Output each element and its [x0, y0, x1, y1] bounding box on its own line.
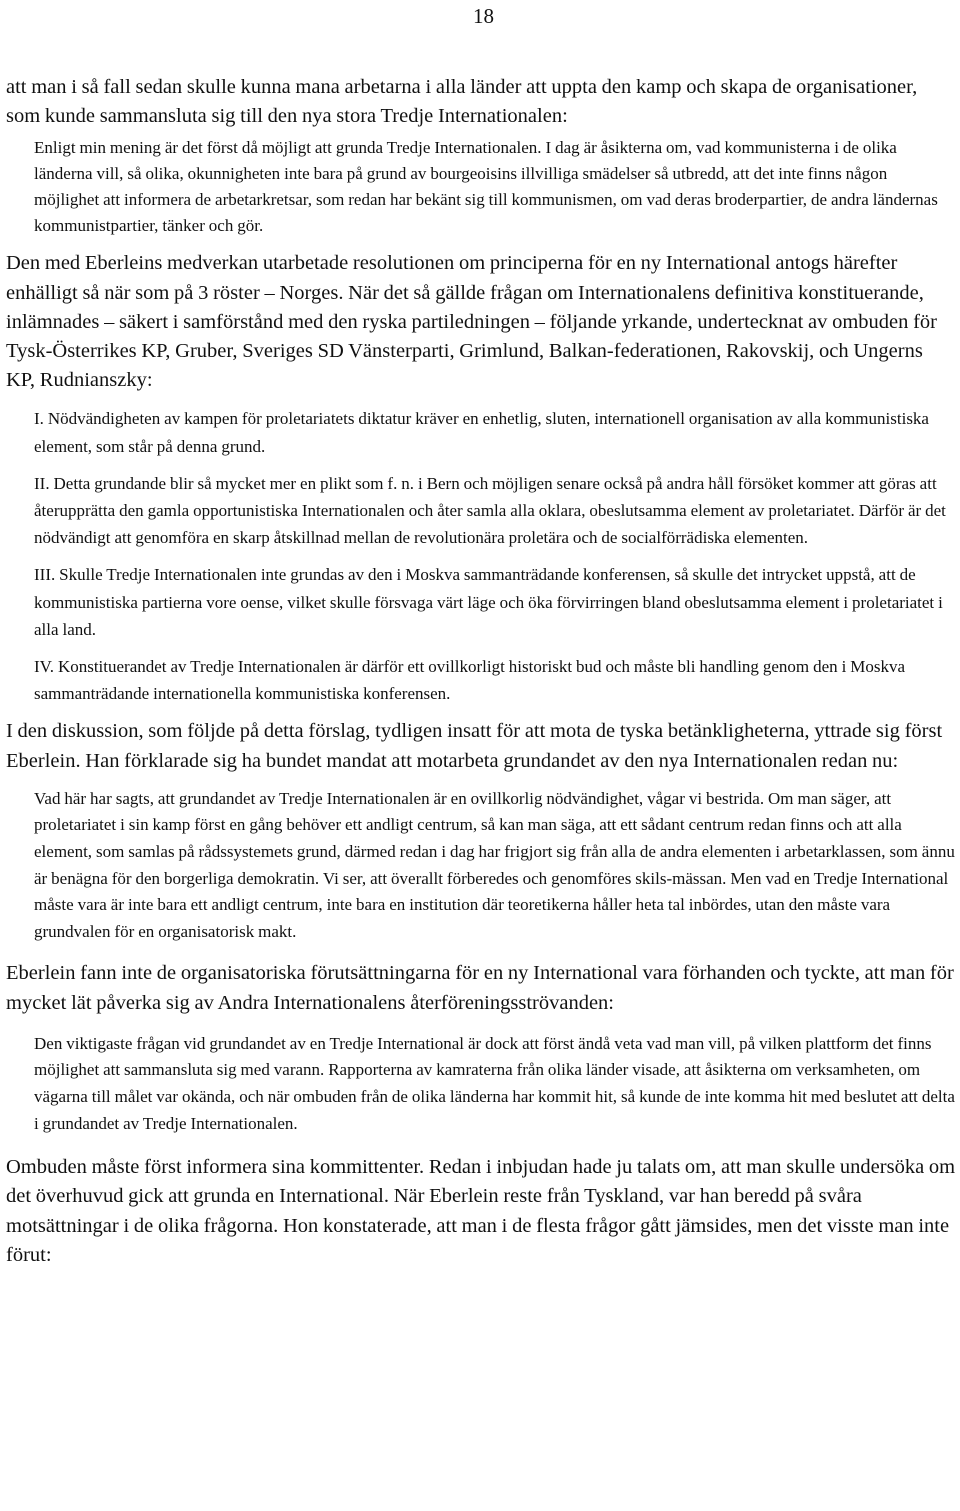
- quote-paragraph-eberlein-speech-2: Den viktigaste frågan vid grundandet av en Tredje International är dock att först ändå veta vad man vill, på vilken plattform det finns möjlighet att sammansluta sig med varann. Rapporterna av kamraterna från olika länder visade, att åsikterna om verksamheten, om vägarna till målet var okända, och när ombuden från de olika länderna har kommit hit, så kunde de inte komma hit med beslutet att delta i grundandet av Tredje Internationalen.: [34, 1033, 955, 1133]
- body-paragraph-delegates: Ombuden måste först informera sina kommittenter. Redan i inbjudan hade ju talats om, att man skulle undersöka om det överhuvud gick att grunda en International. När Eberlein reste från Tyskland, var han beredd på svåra motsättningar i de olika frågorna. Hon konstaterade, att man i de flesta frågor gått jämsides, men det visste man inte förut:: [6, 1156, 956, 1266]
- quote-paragraph-point-4: IV. Konstituerandet av Tredje Internationalen är därför ett ovillkorligt historiskt bud och måste bli handling genom den i Moskva sammanträdande internationella kommunistiska konferensen.: [34, 657, 906, 704]
- body-paragraph-discussion: I den diskussion, som följde på detta förslag, tydligen insatt för att mota de tyska betänkligheterna, yttrade sig först Eberlein. Han förklarade sig ha bundet mandat att motarbeta grundandet av den nya Internationalen redan nu:: [6, 720, 943, 772]
- body-paragraph-resolution: Den med Eberleins medverkan utarbetade resolutionen om principerna för en ny International antogs härefter enhälligt så när som på 3 röster – Norges. När det så gällde frågan om Internationalens definitiva konstituerande, inlämnades – säkert i samförstånd med den ryska partiledningen – följande yrkande, undertecknat av ombuden för Tysk-Österrikes KP, Gruber, Sveriges SD Vänsterparti, Grimlund, Balkan-federationen, Rakovskij, och Ungerns KP, Rudnianszky:: [6, 252, 938, 392]
- page-number: 18: [473, 4, 494, 28]
- quote-paragraph-eberlein-speech-1: Vad här har sagts, att grundandet av Tredje Internationalen är en ovillkorlig nödvändighet, vågar vi bestrida. Om man säger, att proletariatet i sin kamp först en gång behöver ett andligt centrum, så kan man säga, att ett sådant centrum redan finns och att alla element, som samlas på rådssystemets grund, därmed redan i dag har frigjort sig från alla de andra elementen i arbetarklassen, som ännu är benägna för den borgerliga demokratin. Vi ser, att överallt förberedes och genomföres skils-mässan. Men vad en Tredje International måste vara är inte bara ett andligt centrum, inte bara en institution där teoretikerna håller heta tal inbördes, utan den måste vara grundvalen för en organisatorisk makt.: [34, 788, 955, 941]
- quote-paragraph-point-2: II. Detta grundande blir så mycket mer en plikt som f. n. i Bern och möjligen senare också på andra håll försöket kommer att göras att återupprätta den gamla opportunistiska Internationalen och åter samla alla oklara, obeslutsamma element av proletariatet. Därför är det nödvändigt att genomföra en skarp åtskillnad mellan de revolutionära proletära och de socialförrädiska elementen.: [34, 473, 946, 548]
- body-paragraph-intro: att man i så fall sedan skulle kunna mana arbetarna i alla länder att uppta den kamp och skapa de organisationer, som kunde sammansluta sig till den nya stora Tredje Internationalen:: [6, 76, 918, 128]
- body-paragraph-eberlein-conditions: Eberlein fann inte de organisatoriska förutsättningarna för en ny International vara förhanden och tyckte, att man för mycket lät påverka sig av Andra Internationalens återföreningsströvanden:: [6, 962, 954, 1014]
- quote-paragraph-eberlein-opinion: Enligt min mening är det först då möjligt att grunda Tredje Internationalen. I dag är åsikterna om, vad kommunisterna i de olika länderna vill, så olika, okunnigheten inte bara på grund av bourgeoisins illvilliga smädelser så utbredd, att det inte finns någon möjlighet att informera de arbetarkretsar, som redan har bekänt sig till kommunismen, om vad deras broderpartier, de andra ländernas kommunistpartier, tänker och gör.: [34, 138, 938, 236]
- quote-paragraph-point-1: I. Nödvändigheten av kampen för proletariatets diktatur kräver en enhetlig, sluten, internationell organisation av alla kommunistiska element, som står på denna grund.: [34, 409, 929, 456]
- document-body: [6, 73, 956, 1280]
- quote-paragraph-point-3: III. Skulle Tredje Internationalen inte grundas av den i Moskva sammanträdande konferensen, så skulle det intrycket uppstå, att de kommunistiska partierna vore oense, vilket skulle försvaga värt läge och öka förvirringen bland obeslutsamma element i proletariatet i alla land.: [34, 565, 943, 639]
